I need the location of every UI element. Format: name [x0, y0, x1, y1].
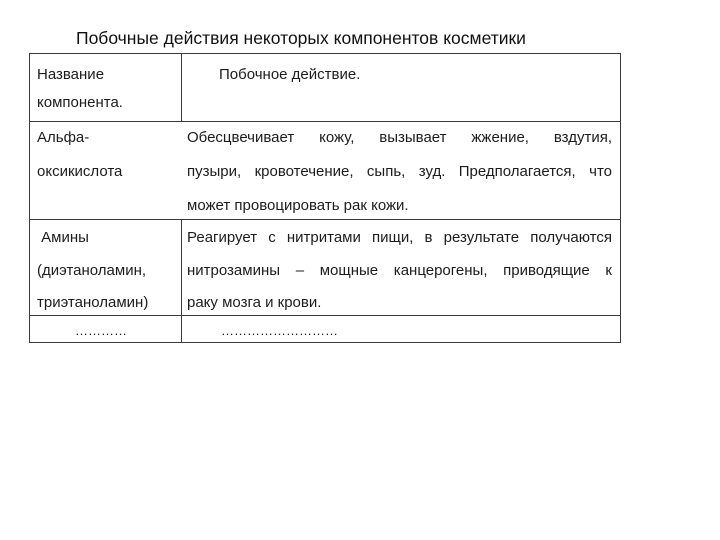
table-border-right — [620, 53, 621, 343]
row2-name-line1: Амины — [37, 229, 89, 246]
row2-effect-line2: нитрозамины – мощные канцерогены, приводящие к — [187, 262, 612, 279]
row2-effect-line3: раку мозга и крови. — [187, 294, 322, 311]
document-title: Побочные действия некоторых компонентов косметики — [76, 28, 526, 48]
row2-effect-line1: Реагирует с нитритами пищи, в результате получаются — [187, 229, 612, 246]
table-border-bottom — [29, 342, 621, 343]
row1-name-line2: оксикислота — [37, 163, 123, 180]
side-effects-table — [29, 53, 621, 343]
table-border-header-bottom — [29, 121, 621, 122]
row1-name-line1: Альфа- — [37, 129, 90, 146]
row1-effect-line2: пузыри, кровотечение, сыпь, зуд. Предполагается, что — [187, 163, 612, 180]
table-border-middle-header — [181, 53, 182, 121]
table-border-row1-bottom — [29, 219, 621, 220]
header-name-line1: Название — [37, 66, 105, 83]
header-effect: Побочное действие. — [219, 66, 361, 83]
row2-name-line2: (диэтаноламин, — [37, 262, 147, 279]
row3-effect-ellipsis: ……………………… — [221, 323, 338, 338]
table-border-top — [29, 53, 621, 54]
row1-effect-line1: Обесцвечивает кожу, вызывает жжение, вздутия, — [187, 129, 612, 146]
table-border-left — [29, 53, 30, 343]
row1-effect-line3: может провоцировать рак кожи. — [187, 197, 409, 214]
row2-name-line3: триэтаноламин) — [37, 294, 149, 311]
header-name-line2: компонента. — [37, 94, 123, 111]
table-border-middle-body — [181, 219, 182, 343]
table-border-row2-bottom — [29, 315, 621, 316]
row3-name-ellipsis: ………… — [75, 323, 127, 338]
